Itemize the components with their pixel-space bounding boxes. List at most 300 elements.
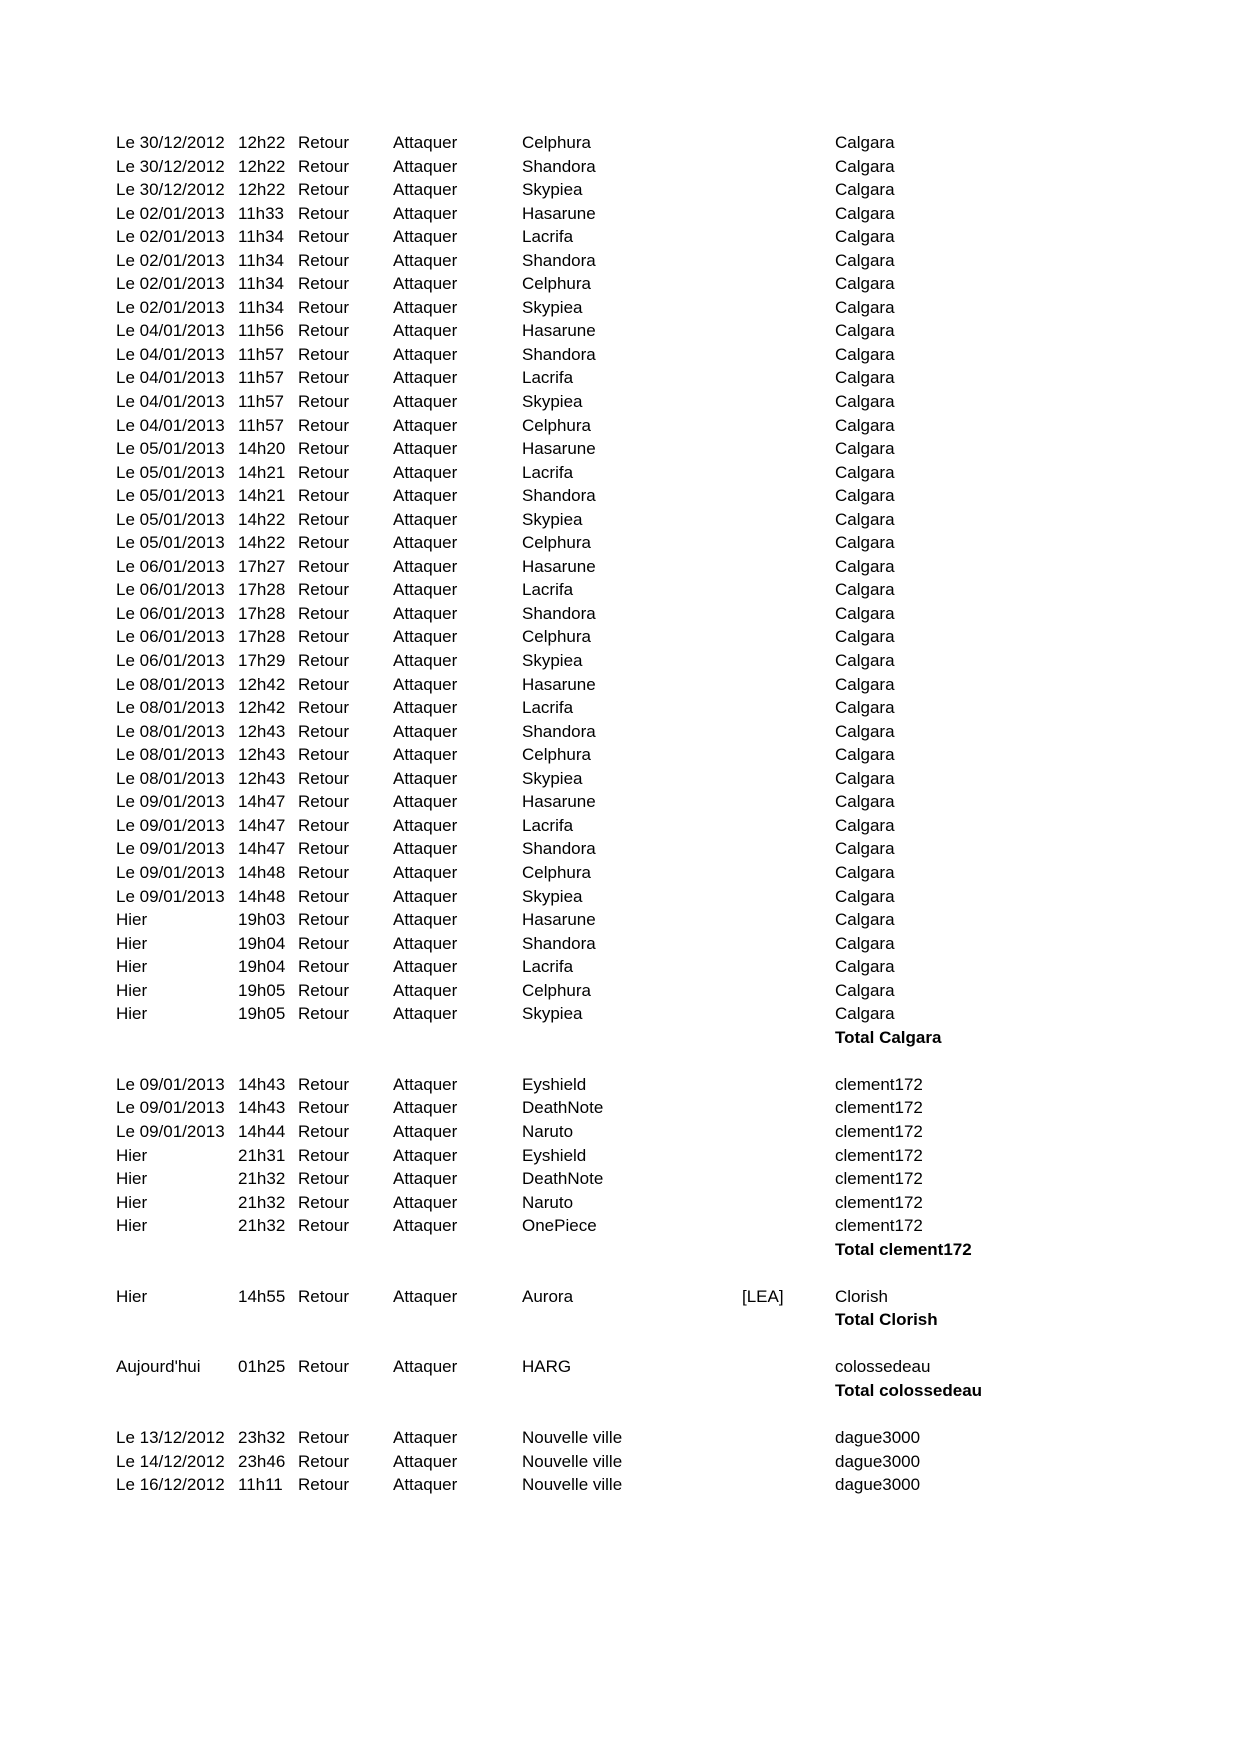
cell-time: 19h05 bbox=[238, 1004, 286, 1024]
cell-date: Le 08/01/2013 bbox=[116, 745, 225, 765]
table-row bbox=[116, 767, 1085, 791]
cell-owner: Calgara bbox=[835, 627, 895, 647]
table-row bbox=[116, 932, 1085, 956]
cell-direction: Retour bbox=[298, 1121, 350, 1141]
table-row bbox=[116, 1355, 1085, 1379]
cell-date: Hier bbox=[116, 1145, 148, 1165]
table-row bbox=[116, 319, 1085, 343]
cell-time: 11h57 bbox=[238, 392, 285, 412]
cell-date: Le 08/01/2013 bbox=[116, 721, 225, 741]
cell-action: Attaquer bbox=[393, 698, 458, 718]
table-row bbox=[116, 343, 1085, 367]
table-row bbox=[116, 414, 1085, 438]
table-row bbox=[116, 366, 1085, 390]
cell-time: 19h03 bbox=[238, 910, 286, 930]
cell-time: 14h48 bbox=[238, 862, 286, 882]
cell-date: Le 02/01/2013 bbox=[116, 250, 225, 270]
table-row bbox=[116, 508, 1085, 532]
cell-owner: Calgara bbox=[835, 980, 895, 1000]
cell-owner: Calgara bbox=[835, 651, 895, 671]
cell-tag: [LEA] bbox=[742, 1286, 784, 1306]
cell-date: Hier bbox=[116, 980, 148, 1000]
cell-time: 14h55 bbox=[238, 1286, 286, 1306]
cell-owner: clement172 bbox=[835, 1192, 923, 1212]
cell-direction: Retour bbox=[298, 674, 350, 694]
cell-direction: Retour bbox=[298, 886, 350, 906]
table-row bbox=[116, 531, 1085, 555]
cell-direction: Retour bbox=[298, 980, 350, 1000]
cell-time: 12h42 bbox=[238, 698, 286, 718]
total-row bbox=[116, 1026, 1085, 1050]
cell-action: Attaquer bbox=[393, 1145, 458, 1165]
table-row bbox=[116, 178, 1085, 202]
group-spacer bbox=[116, 1049, 1085, 1073]
cell-action: Attaquer bbox=[393, 156, 458, 176]
cell-direction: Retour bbox=[298, 227, 350, 247]
table-row bbox=[116, 955, 1085, 979]
cell-owner: Clorish bbox=[835, 1286, 888, 1306]
cell-direction: Retour bbox=[298, 603, 350, 623]
cell-target: Lacrifa bbox=[522, 957, 574, 977]
cell-target: Naruto bbox=[522, 1121, 574, 1141]
cell-owner: Calgara bbox=[835, 486, 895, 506]
cell-date: Hier bbox=[116, 1169, 148, 1189]
cell-target: Hasarune bbox=[522, 910, 596, 930]
table-row bbox=[116, 1214, 1085, 1238]
cell-owner: clement172 bbox=[835, 1098, 923, 1118]
cell-owner: Calgara bbox=[835, 933, 895, 953]
cell-target: Celphura bbox=[522, 133, 591, 152]
group-spacer bbox=[116, 1332, 1085, 1356]
cell-direction: Retour bbox=[298, 556, 350, 576]
cell-direction: Retour bbox=[298, 533, 350, 553]
cell-action: Attaquer bbox=[393, 297, 458, 317]
cell-time: 12h22 bbox=[238, 156, 286, 176]
cell-date: Le 08/01/2013 bbox=[116, 768, 225, 788]
cell-action: Attaquer bbox=[393, 321, 458, 341]
cell-target: Hasarune bbox=[522, 203, 596, 223]
cell-target: Skypiea bbox=[522, 297, 583, 317]
cell-owner: Calgara bbox=[835, 580, 895, 600]
cell-target: Skypiea bbox=[522, 886, 583, 906]
cell-target: Celphura bbox=[522, 745, 591, 765]
cell-action: Attaquer bbox=[393, 274, 458, 294]
cell-owner: Calgara bbox=[835, 509, 895, 529]
cell-action: Attaquer bbox=[393, 1216, 458, 1236]
cell-action: Attaquer bbox=[393, 1286, 458, 1306]
cell-date: Le 05/01/2013 bbox=[116, 533, 225, 553]
cell-target: Shandora bbox=[522, 839, 596, 859]
cell-target: Hasarune bbox=[522, 792, 596, 812]
cell-date: Le 04/01/2013 bbox=[116, 392, 225, 412]
cell-owner: Calgara bbox=[835, 415, 895, 435]
cell-target: Celphura bbox=[522, 533, 591, 553]
cell-owner: Calgara bbox=[835, 392, 895, 412]
cell-owner: Calgara bbox=[835, 203, 895, 223]
cell-date: Le 08/01/2013 bbox=[116, 698, 225, 718]
cell-date: Le 02/01/2013 bbox=[116, 297, 225, 317]
cell-owner: clement172 bbox=[835, 1145, 923, 1165]
cell-owner: clement172 bbox=[835, 1216, 923, 1236]
cell-action: Attaquer bbox=[393, 839, 458, 859]
cell-direction: Retour bbox=[298, 297, 350, 317]
cell-action: Attaquer bbox=[393, 815, 458, 835]
cell-time: 17h29 bbox=[238, 651, 286, 671]
cell-time: 11h34 bbox=[238, 297, 285, 317]
cell-direction: Retour bbox=[298, 1286, 350, 1306]
cell-action: Attaquer bbox=[393, 957, 458, 977]
cell-date: Le 02/01/2013 bbox=[116, 274, 225, 294]
cell-action: Attaquer bbox=[393, 1121, 458, 1141]
cell-owner: Calgara bbox=[835, 368, 895, 388]
cell-time: 23h46 bbox=[238, 1451, 286, 1471]
cell-direction: Retour bbox=[298, 462, 350, 482]
cell-time: 19h04 bbox=[238, 933, 286, 953]
table-row bbox=[116, 1191, 1085, 1215]
cell-date: Le 04/01/2013 bbox=[116, 321, 225, 341]
cell-date: Aujourd'hui bbox=[116, 1357, 201, 1377]
cell-time: 11h11 bbox=[238, 1475, 283, 1495]
cell-owner: dague3000 bbox=[835, 1451, 921, 1471]
cell-owner: Calgara bbox=[835, 533, 895, 553]
cell-owner: Calgara bbox=[835, 815, 895, 835]
table-row bbox=[116, 814, 1085, 838]
cell-time: 11h34 bbox=[238, 274, 285, 294]
cell-direction: Retour bbox=[298, 1145, 350, 1165]
table-row bbox=[116, 155, 1085, 179]
table-row bbox=[116, 1285, 1085, 1309]
cell-date: Le 05/01/2013 bbox=[116, 462, 225, 482]
cell-date: Hier bbox=[116, 933, 148, 953]
cell-action: Attaquer bbox=[393, 1074, 458, 1094]
cell-action: Attaquer bbox=[393, 886, 458, 906]
cell-owner: Calgara bbox=[835, 250, 895, 270]
cell-action: Attaquer bbox=[393, 1004, 458, 1024]
table-row bbox=[116, 673, 1085, 697]
cell-action: Attaquer bbox=[393, 250, 458, 270]
cell-action: Attaquer bbox=[393, 133, 458, 152]
cell-target: Celphura bbox=[522, 415, 591, 435]
cell-time: 14h21 bbox=[238, 486, 286, 506]
cell-action: Attaquer bbox=[393, 862, 458, 882]
cell-target: Lacrifa bbox=[522, 227, 574, 247]
cell-time: 11h33 bbox=[238, 203, 285, 223]
cell-action: Attaquer bbox=[393, 486, 458, 506]
cell-target: Lacrifa bbox=[522, 815, 574, 835]
cell-target: Aurora bbox=[522, 1286, 574, 1306]
cell-owner: Calgara bbox=[835, 439, 895, 459]
cell-owner: Total Clorish bbox=[835, 1310, 938, 1330]
cell-time: 12h42 bbox=[238, 674, 286, 694]
table-row bbox=[116, 625, 1085, 649]
cell-action: Attaquer bbox=[393, 768, 458, 788]
cell-time: 21h32 bbox=[238, 1192, 286, 1212]
cell-action: Attaquer bbox=[393, 792, 458, 812]
cell-target: Nouvelle ville bbox=[522, 1475, 623, 1495]
cell-direction: Retour bbox=[298, 815, 350, 835]
cell-target: OnePiece bbox=[522, 1216, 597, 1236]
cell-time: 14h22 bbox=[238, 533, 286, 553]
cell-target: Lacrifa bbox=[522, 580, 574, 600]
cell-direction: Retour bbox=[298, 627, 350, 647]
cell-date: Le 30/12/2012 bbox=[116, 133, 225, 152]
cell-action: Attaquer bbox=[393, 556, 458, 576]
cell-date: Hier bbox=[116, 1192, 148, 1212]
cell-owner: Total Calgara bbox=[835, 1027, 942, 1047]
table-row bbox=[116, 390, 1085, 414]
cell-date: Le 06/01/2013 bbox=[116, 580, 225, 600]
cell-date: Le 05/01/2013 bbox=[116, 509, 225, 529]
cell-target: Skypiea bbox=[522, 509, 583, 529]
cell-direction: Retour bbox=[298, 1004, 350, 1024]
cell-time: 12h22 bbox=[238, 180, 286, 200]
cell-direction: Retour bbox=[298, 180, 350, 200]
cell-action: Attaquer bbox=[393, 368, 458, 388]
table-row bbox=[116, 696, 1085, 720]
cell-owner: Calgara bbox=[835, 603, 895, 623]
table-row bbox=[116, 1120, 1085, 1144]
cell-date: Le 04/01/2013 bbox=[116, 368, 225, 388]
group-spacer bbox=[116, 1403, 1085, 1427]
cell-date: Le 05/01/2013 bbox=[116, 486, 225, 506]
cell-target: Hasarune bbox=[522, 556, 596, 576]
cell-direction: Retour bbox=[298, 1169, 350, 1189]
cell-date: Le 06/01/2013 bbox=[116, 651, 225, 671]
table-row bbox=[116, 1450, 1085, 1474]
cell-date: Hier bbox=[116, 1004, 148, 1024]
cell-time: 17h28 bbox=[238, 627, 286, 647]
cell-time: 23h32 bbox=[238, 1428, 286, 1448]
cell-direction: Retour bbox=[298, 250, 350, 270]
cell-target: Shandora bbox=[522, 721, 596, 741]
cell-action: Attaquer bbox=[393, 533, 458, 553]
cell-target: Skypiea bbox=[522, 768, 583, 788]
cell-direction: Retour bbox=[298, 1451, 350, 1471]
cell-owner: Calgara bbox=[835, 321, 895, 341]
cell-target: Lacrifa bbox=[522, 368, 574, 388]
cell-direction: Retour bbox=[298, 1074, 350, 1094]
cell-owner: Calgara bbox=[835, 839, 895, 859]
cell-time: 14h21 bbox=[238, 462, 286, 482]
cell-target: Shandora bbox=[522, 486, 596, 506]
cell-action: Attaquer bbox=[393, 1428, 458, 1448]
cell-action: Attaquer bbox=[393, 392, 458, 412]
cell-date: Le 16/12/2012 bbox=[116, 1475, 225, 1495]
cell-date: Hier bbox=[116, 957, 148, 977]
cell-date: Le 09/01/2013 bbox=[116, 839, 225, 859]
cell-direction: Retour bbox=[298, 745, 350, 765]
cell-action: Attaquer bbox=[393, 910, 458, 930]
cell-owner: clement172 bbox=[835, 1169, 923, 1189]
table-row bbox=[116, 578, 1085, 602]
cell-target: Skypiea bbox=[522, 651, 583, 671]
cell-direction: Retour bbox=[298, 344, 350, 364]
cell-owner: Total clement172 bbox=[835, 1239, 972, 1259]
cell-time: 11h57 bbox=[238, 368, 285, 388]
table-row bbox=[116, 437, 1085, 461]
cell-date: Le 04/01/2013 bbox=[116, 415, 225, 435]
cell-action: Attaquer bbox=[393, 1451, 458, 1471]
cell-time: 01h25 bbox=[238, 1357, 286, 1377]
cell-date: Le 02/01/2013 bbox=[116, 203, 225, 223]
cell-target: Skypiea bbox=[522, 392, 583, 412]
cell-time: 11h57 bbox=[238, 415, 285, 435]
cell-owner: Calgara bbox=[835, 698, 895, 718]
cell-target: Celphura bbox=[522, 980, 591, 1000]
table-row bbox=[116, 1426, 1085, 1450]
cell-target: Lacrifa bbox=[522, 462, 574, 482]
cell-direction: Retour bbox=[298, 862, 350, 882]
cell-date: Le 06/01/2013 bbox=[116, 556, 225, 576]
cell-direction: Retour bbox=[298, 1098, 350, 1118]
cell-time: 11h34 bbox=[238, 250, 285, 270]
table-row bbox=[116, 1073, 1085, 1097]
cell-action: Attaquer bbox=[393, 227, 458, 247]
cell-target: Naruto bbox=[522, 1192, 574, 1212]
table-row bbox=[116, 979, 1085, 1003]
cell-action: Attaquer bbox=[393, 745, 458, 765]
cell-direction: Retour bbox=[298, 768, 350, 788]
cell-direction: Retour bbox=[298, 933, 350, 953]
cell-target: Shandora bbox=[522, 344, 596, 364]
cell-target: Shandora bbox=[522, 933, 596, 953]
table-row bbox=[116, 837, 1085, 861]
cell-target: Skypiea bbox=[522, 1004, 583, 1024]
table-row bbox=[116, 249, 1085, 273]
cell-direction: Retour bbox=[298, 1428, 350, 1448]
cell-date: Le 09/01/2013 bbox=[116, 792, 225, 812]
cell-date: Le 09/01/2013 bbox=[116, 886, 225, 906]
table-row bbox=[116, 461, 1085, 485]
cell-direction: Retour bbox=[298, 392, 350, 412]
table-row bbox=[116, 602, 1085, 626]
cell-owner: Calgara bbox=[835, 180, 895, 200]
total-row bbox=[116, 1379, 1085, 1403]
table-row bbox=[116, 1002, 1085, 1026]
cell-date: Le 05/01/2013 bbox=[116, 439, 225, 459]
cell-action: Attaquer bbox=[393, 933, 458, 953]
table-row bbox=[116, 861, 1085, 885]
cell-time: 19h04 bbox=[238, 957, 286, 977]
table-row bbox=[116, 484, 1085, 508]
table-row bbox=[116, 555, 1085, 579]
cell-date: Le 02/01/2013 bbox=[116, 227, 225, 247]
cell-time: 14h43 bbox=[238, 1098, 286, 1118]
cell-direction: Retour bbox=[298, 721, 350, 741]
cell-date: Le 04/01/2013 bbox=[116, 344, 225, 364]
cell-time: 21h31 bbox=[238, 1145, 286, 1165]
cell-date: Le 09/01/2013 bbox=[116, 1098, 225, 1118]
table-row bbox=[116, 202, 1085, 226]
table-row bbox=[116, 1144, 1085, 1168]
cell-owner: Calgara bbox=[835, 462, 895, 482]
cell-owner: dague3000 bbox=[835, 1475, 921, 1495]
cell-time: 14h47 bbox=[238, 792, 286, 812]
cell-owner: Calgara bbox=[835, 1004, 895, 1024]
cell-date: Le 09/01/2013 bbox=[116, 1121, 225, 1141]
cell-direction: Retour bbox=[298, 580, 350, 600]
cell-time: 12h43 bbox=[238, 721, 286, 741]
total-row bbox=[116, 1238, 1085, 1262]
cell-target: Hasarune bbox=[522, 674, 596, 694]
cell-direction: Retour bbox=[298, 792, 350, 812]
cell-action: Attaquer bbox=[393, 1475, 458, 1495]
group-spacer bbox=[116, 1261, 1085, 1285]
cell-direction: Retour bbox=[298, 957, 350, 977]
cell-action: Attaquer bbox=[393, 1192, 458, 1212]
cell-action: Attaquer bbox=[393, 509, 458, 529]
cell-owner: Calgara bbox=[835, 768, 895, 788]
cell-owner: colossedeau bbox=[835, 1357, 931, 1377]
cell-action: Attaquer bbox=[393, 203, 458, 223]
cell-direction: Retour bbox=[298, 321, 350, 341]
report-rows-container bbox=[116, 131, 1085, 1497]
cell-direction: Retour bbox=[298, 133, 350, 152]
cell-direction: Retour bbox=[298, 698, 350, 718]
cell-direction: Retour bbox=[298, 910, 350, 930]
cell-target: DeathNote bbox=[522, 1098, 604, 1118]
cell-direction: Retour bbox=[298, 156, 350, 176]
cell-action: Attaquer bbox=[393, 415, 458, 435]
cell-direction: Retour bbox=[298, 509, 350, 529]
cell-owner: Calgara bbox=[835, 721, 895, 741]
cell-target: HARG bbox=[522, 1357, 572, 1377]
cell-target: Celphura bbox=[522, 274, 591, 294]
total-row bbox=[116, 1308, 1085, 1332]
cell-time: 17h28 bbox=[238, 580, 286, 600]
cell-time: 11h57 bbox=[238, 344, 285, 364]
cell-target: Skypiea bbox=[522, 180, 583, 200]
table-row bbox=[116, 720, 1085, 744]
cell-target: Hasarune bbox=[522, 439, 596, 459]
cell-target: Nouvelle ville bbox=[522, 1428, 623, 1448]
cell-time: 17h27 bbox=[238, 556, 286, 576]
table-row bbox=[116, 1167, 1085, 1191]
cell-direction: Retour bbox=[298, 1192, 350, 1212]
cell-owner: Calgara bbox=[835, 886, 895, 906]
cell-target: Nouvelle ville bbox=[522, 1451, 623, 1471]
cell-time: 12h43 bbox=[238, 745, 286, 765]
cell-time: 17h28 bbox=[238, 603, 286, 623]
cell-time: 11h34 bbox=[238, 227, 285, 247]
cell-action: Attaquer bbox=[393, 180, 458, 200]
cell-direction: Retour bbox=[298, 274, 350, 294]
cell-date: Hier bbox=[116, 1286, 148, 1306]
cell-target: Celphura bbox=[522, 862, 591, 882]
cell-action: Attaquer bbox=[393, 462, 458, 482]
cell-owner: Total colossedeau bbox=[835, 1380, 983, 1400]
cell-date: Le 14/12/2012 bbox=[116, 1451, 225, 1471]
cell-owner: Calgara bbox=[835, 674, 895, 694]
table-row bbox=[116, 908, 1085, 932]
cell-time: 21h32 bbox=[238, 1216, 286, 1236]
cell-direction: Retour bbox=[298, 415, 350, 435]
cell-owner: Calgara bbox=[835, 156, 895, 176]
table-row bbox=[116, 743, 1085, 767]
table-row bbox=[116, 131, 1085, 155]
cell-direction: Retour bbox=[298, 1475, 350, 1495]
cell-action: Attaquer bbox=[393, 980, 458, 1000]
cell-direction: Retour bbox=[298, 839, 350, 859]
cell-target: Shandora bbox=[522, 603, 596, 623]
cell-date: Hier bbox=[116, 1216, 148, 1236]
cell-time: 14h44 bbox=[238, 1121, 286, 1141]
cell-action: Attaquer bbox=[393, 674, 458, 694]
cell-target: Eyshield bbox=[522, 1145, 587, 1165]
cell-time: 14h47 bbox=[238, 839, 286, 859]
cell-owner: Calgara bbox=[835, 297, 895, 317]
cell-owner: Calgara bbox=[835, 133, 895, 152]
